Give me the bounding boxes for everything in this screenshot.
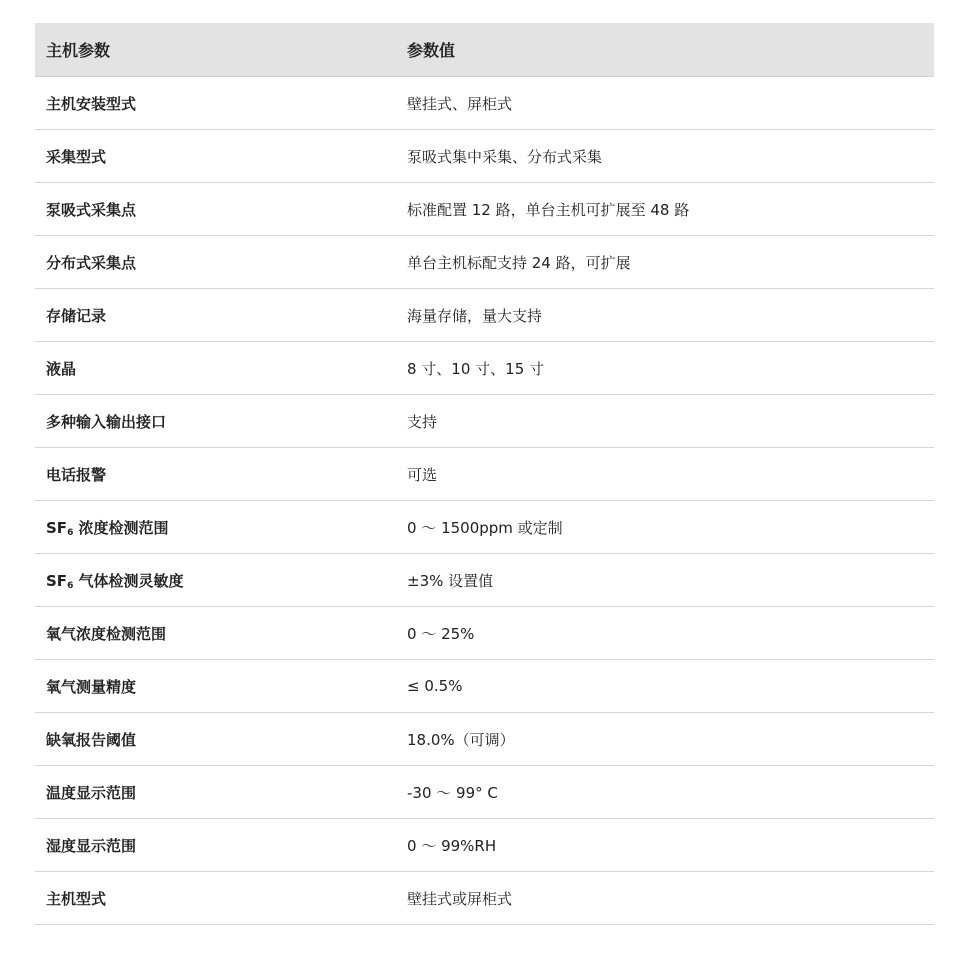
param-cell: 电话报警	[35, 448, 396, 501]
table-row	[35, 342, 934, 395]
value-cell: 单台主机标配支持 24 路，可扩展	[396, 236, 934, 289]
value-cell: 支持	[396, 395, 934, 448]
param-suffix: 气体检测灵敏度	[73, 571, 184, 590]
table-row	[35, 448, 934, 501]
value-cell: 标准配置 12 路，单台主机可扩展至 48 路	[396, 183, 934, 236]
value-cell: 壁挂式、屏柜式	[396, 77, 934, 130]
param-cell: 主机安装型式	[35, 77, 396, 130]
table-row	[35, 554, 934, 607]
param-cell: 主机型式	[35, 872, 396, 925]
value-cell: ≤ 0.5%	[396, 660, 934, 713]
table-row	[35, 395, 934, 448]
param-cell: 液晶	[35, 342, 396, 395]
table-row	[35, 130, 934, 183]
param-cell: 存储记录	[35, 289, 396, 342]
value-cell: 可选	[396, 448, 934, 501]
value-cell: 0 ～ 99%RH	[396, 819, 934, 872]
param-cell	[35, 554, 396, 607]
table-row	[35, 77, 934, 130]
value-cell: 18.0%（可调）	[396, 713, 934, 766]
spec-table	[35, 23, 934, 925]
table-row	[35, 236, 934, 289]
param-cell: 温度显示范围	[35, 766, 396, 819]
table-row	[35, 819, 934, 872]
param-prefix: SF	[46, 571, 68, 590]
param-cell: 氧气浓度检测范围	[35, 607, 396, 660]
value-cell: 0 ～ 25%	[396, 607, 934, 660]
param-cell: 泵吸式采集点	[35, 183, 396, 236]
table-row	[35, 607, 934, 660]
value-cell: ±3% 设置值	[396, 554, 934, 607]
table-row	[35, 501, 934, 554]
table-row	[35, 289, 934, 342]
table-row	[35, 766, 934, 819]
param-cell	[35, 501, 396, 554]
param-cell: 氧气测量精度	[35, 660, 396, 713]
value-cell: 0 ～ 1500ppm 或定制	[396, 501, 934, 554]
param-cell: 分布式采集点	[35, 236, 396, 289]
table-row	[35, 713, 934, 766]
value-cell: -30 ～ 99° C	[396, 766, 934, 819]
param-cell: 多种输入输出接口	[35, 395, 396, 448]
param-suffix: 浓度检测范围	[73, 518, 169, 537]
value-cell: 泵吸式集中采集、分布式采集	[396, 130, 934, 183]
table-row	[35, 872, 934, 925]
value-cell: 8 寸、10 寸、15 寸	[396, 342, 934, 395]
table-row	[35, 660, 934, 713]
param-cell: 缺氧报告阈值	[35, 713, 396, 766]
table-row	[35, 183, 934, 236]
param-prefix: SF	[46, 518, 68, 537]
column-header-value: 参数值	[396, 23, 934, 77]
param-subscript: 6	[67, 527, 74, 538]
param-cell: 湿度显示范围	[35, 819, 396, 872]
param-subscript: 6	[67, 580, 74, 591]
param-cell: 采集型式	[35, 130, 396, 183]
value-cell: 海量存储，量大支持	[396, 289, 934, 342]
value-cell: 壁挂式或屏柜式	[396, 872, 934, 925]
column-header-param: 主机参数	[35, 23, 396, 77]
table-header-row	[35, 23, 934, 77]
